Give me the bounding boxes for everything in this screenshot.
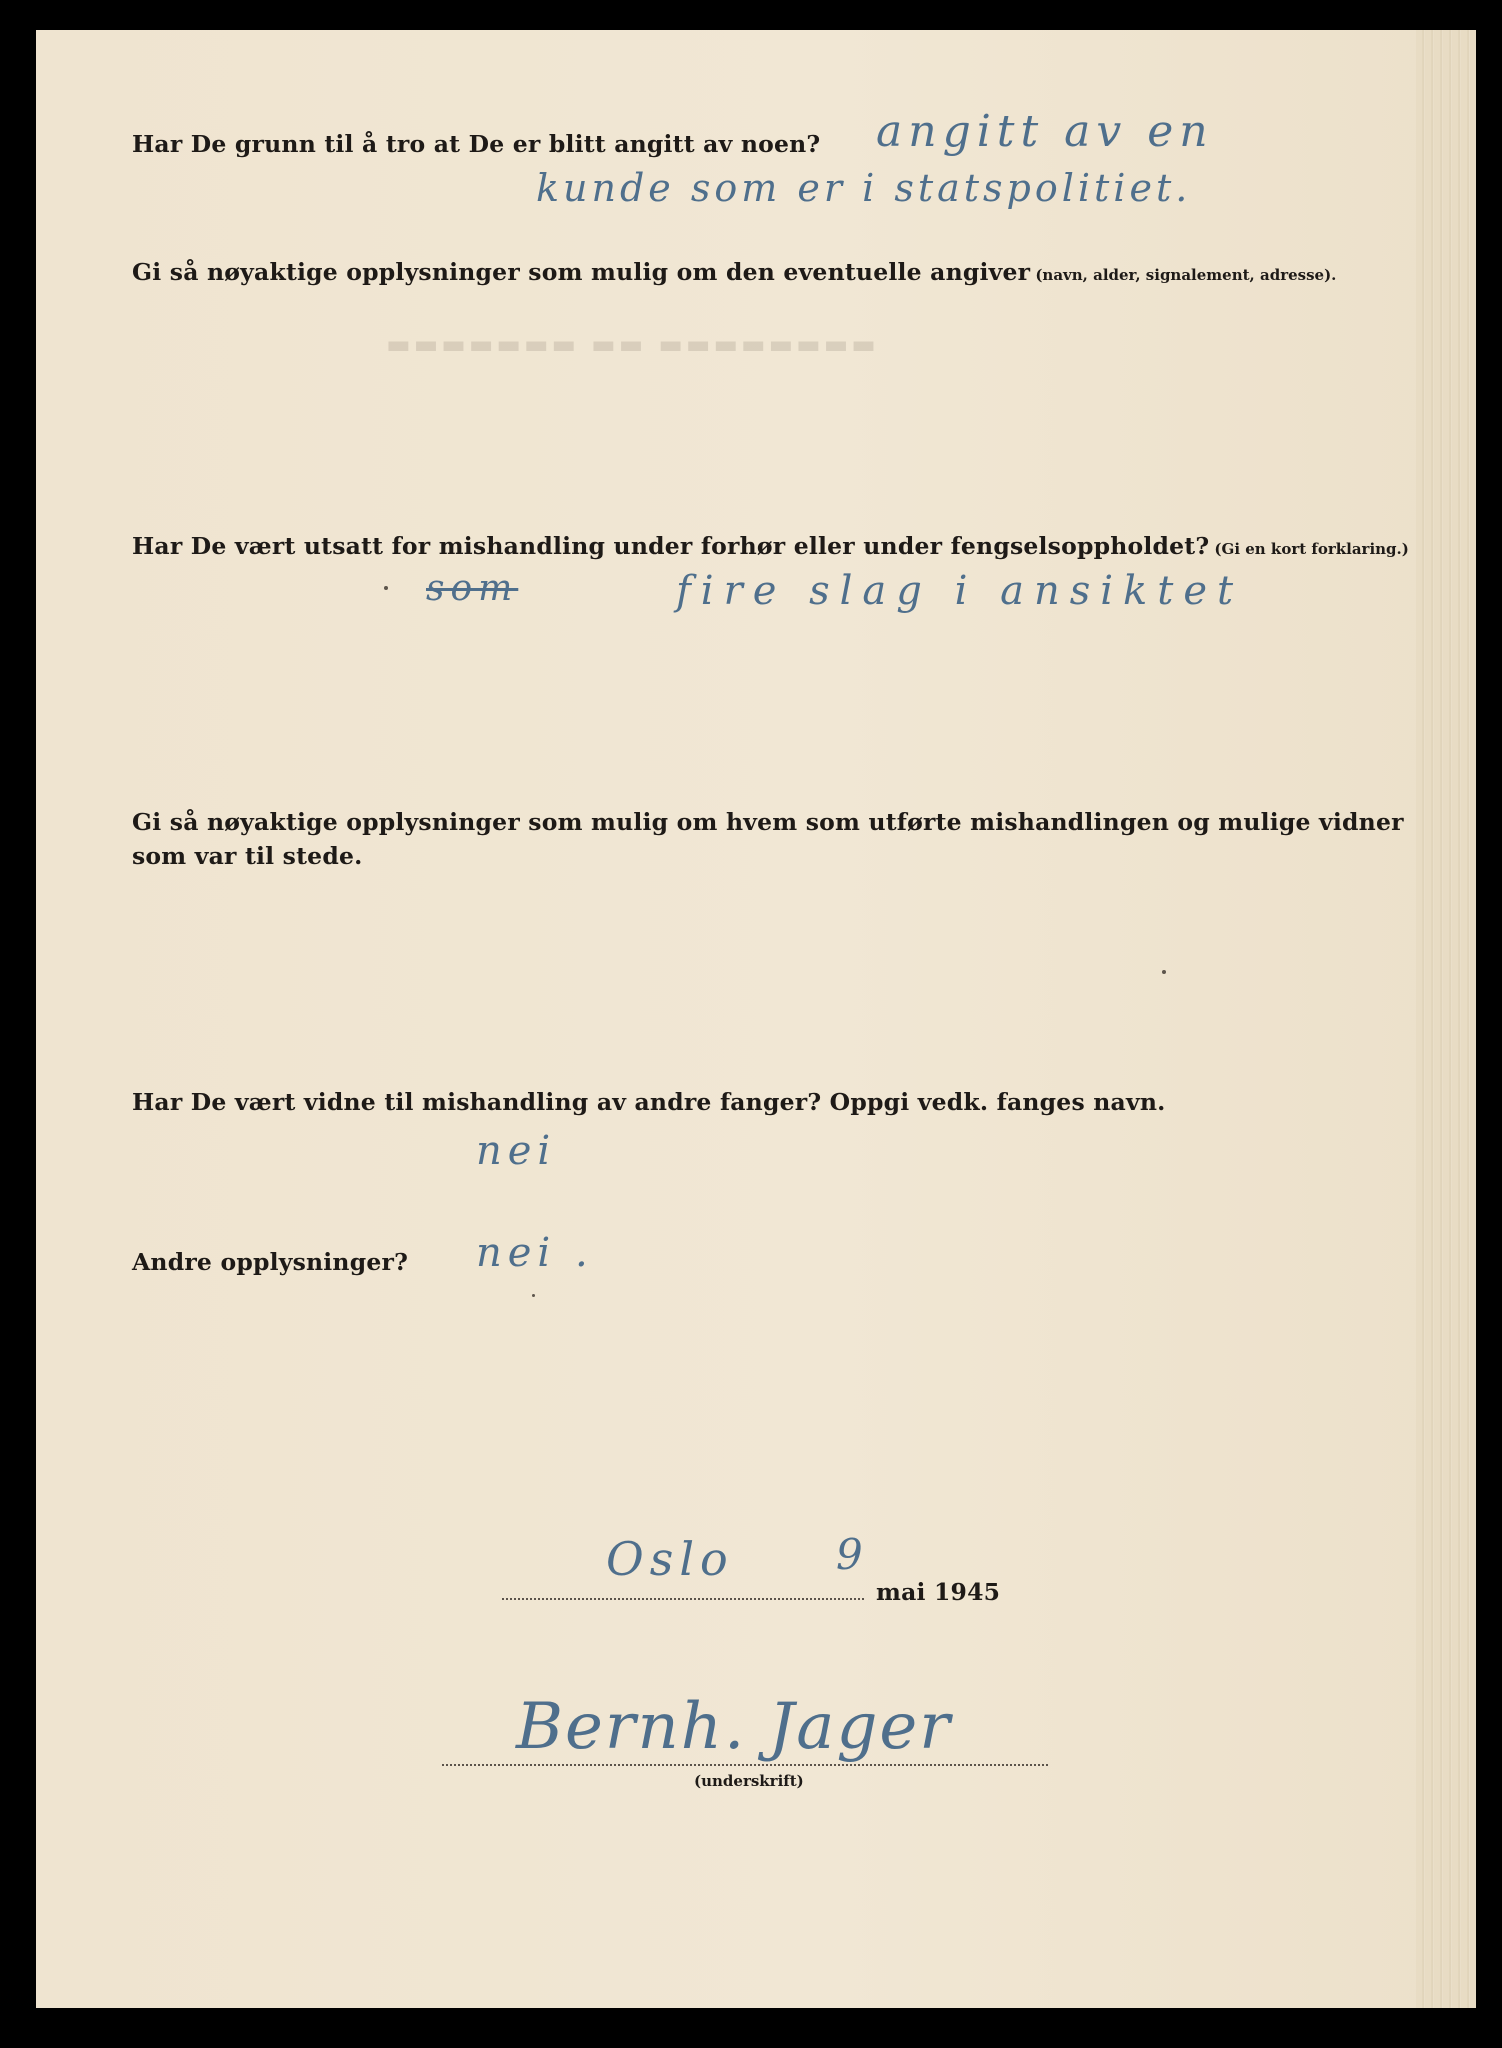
question-perpetrator-line1: Gi så nøyaktige opplysninger som mulig om hvem som utførte mishandlingen og mulige vidner [132,808,1404,836]
speck [1162,970,1166,974]
question-other-info: Andre opplysninger? [132,1248,409,1276]
day-handwritten: 9 [836,1530,869,1579]
paper-edge [1416,30,1476,2008]
answer-denounced-line2: kunde som er i statspolitiet. [536,166,1192,210]
date-line [502,1598,864,1600]
speck [532,1294,535,1297]
signature-caption: (underskrift) [694,1772,804,1790]
question-mistreatment [132,532,1409,560]
date-printed: mai 1945 [876,1578,1001,1606]
answer-witness: nei [476,1128,557,1174]
answer-mistreatment: fire slag i ansiktet [676,568,1244,614]
question-denounced: Har De grunn til å tro at De er blitt angitt av noen? [132,130,821,158]
question-mistreatment-text: Har De vært utsatt for mishandling under forhør eller under fengselsoppholdet? [132,532,1210,560]
question-witness: Har De vært vidne til mishandling av andre fanger? Oppgi vedk. fanges navn. [132,1088,1166,1116]
answer-denounced-line1: angitt av en [876,106,1214,157]
signature-line [442,1764,1048,1766]
question-informant-text: Gi så nøyaktige opplysninger som mulig om den eventuelle angiver [132,258,1031,286]
bleed-through-text: ▬▬▬▬▬▬▬ ▬▬ ▬▬▬▬▬▬▬▬ [386,330,879,360]
answer-mistreatment-struck: som [426,568,519,609]
signature: Bernh. Jager [516,1690,952,1764]
question-perpetrator-line2: som var til stede. [132,842,363,870]
document-page [36,30,1476,2008]
question-informant-note: (navn, alder, signalement, adresse). [1035,266,1337,284]
answer-other-info: nei . [476,1230,594,1276]
question-informant [132,258,1336,286]
place-handwritten: Oslo [606,1532,734,1586]
question-mistreatment-note: (Gi en kort forklaring.) [1214,540,1409,558]
speck [384,586,388,590]
